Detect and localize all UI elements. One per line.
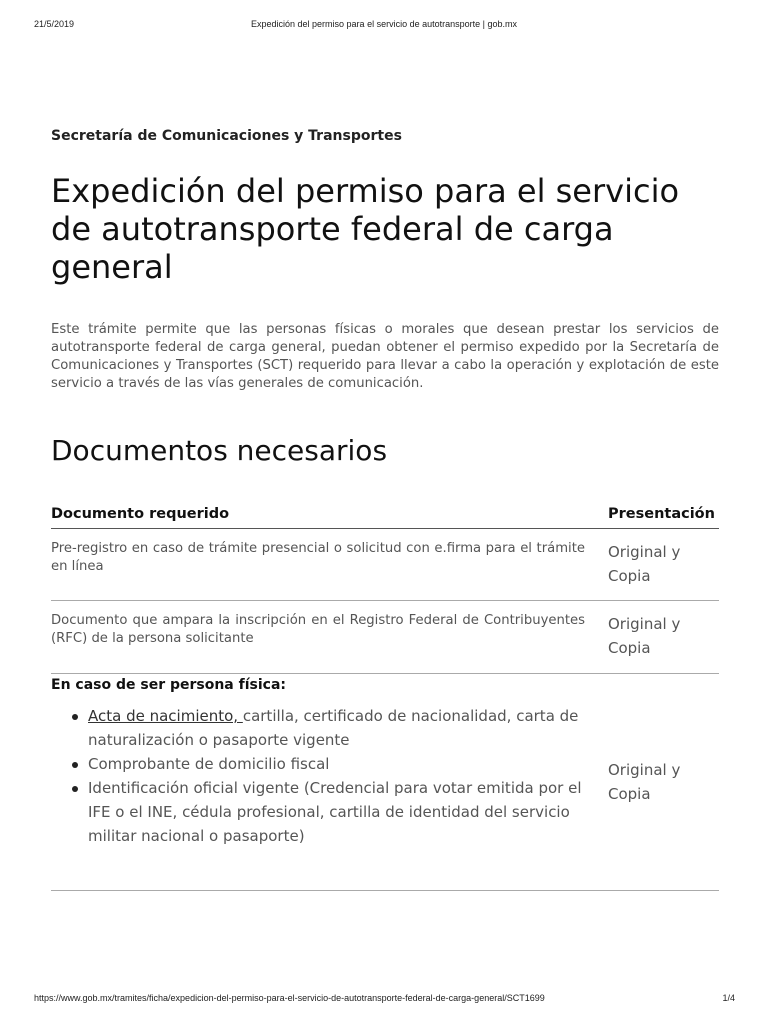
document-cell: Pre-registro en caso de trámite presencial o solicitud con e.firma para el trámite en línea (51, 541, 585, 574)
requirements-list (51, 704, 585, 848)
list-item-text: Identificación oficial vigente (Credencial para votar emitida por el IFE o el INE, cédula profesional, cartilla de identidad del servicio militar nacional o pasaporte) (88, 779, 582, 845)
presentation-cell: Original y Copia (608, 761, 681, 803)
print-date: 21/5/2019 (34, 19, 75, 29)
page-title: Expedición del permiso para el servicio de autotransporte federal de carga general (51, 172, 680, 286)
header-document: Documento requerido (51, 506, 230, 522)
print-page-title: Expedición del permiso para el servicio de autotransporte | gob.mx (251, 19, 517, 29)
table-row (51, 601, 719, 674)
list-item-text: Comprobante de domicilio fiscal (88, 755, 330, 773)
table-row (51, 529, 719, 601)
section-title-documents: Documentos necesarios (51, 434, 388, 467)
presentation-cell: Original y Copia (608, 615, 681, 657)
list-item (88, 752, 585, 776)
print-header (0, 19, 768, 31)
print-url: https://www.gob.mx/tramites/ficha/expedicion-del-permiso-para-el-servicio-de-autotransporte-federal-de-carga-general/SCT1699 (34, 993, 545, 1003)
presentation-cell: Original y Copia (608, 543, 681, 585)
page-number: 1/4 (722, 993, 735, 1003)
bullet-icon (72, 762, 78, 768)
print-footer (0, 993, 768, 1005)
documents-table (51, 502, 719, 891)
table-header-row (51, 502, 719, 529)
intro-paragraph: Este trámite permite que las personas físicas o morales que desean prestar los servicios de autotransporte federal de carga general, puedan obtener el permiso expedido por la Secretaría de Comunicaciones y Transportes (SCT) requerido para llevar a cabo la operación y explotación de este servicio a través de las vías generales de comunicación. (51, 322, 719, 391)
acta-nacimiento-link[interactable]: Acta de nacimiento, (88, 707, 243, 725)
document-cell: Documento que ampara la inscripción en el Registro Federal de Contribuyentes (RFC) de la persona solicitante (51, 613, 585, 646)
list-item (88, 776, 585, 848)
header-presentation: Presentación (608, 506, 715, 522)
agency-name: Secretaría de Comunicaciones y Transportes (51, 128, 402, 144)
list-item (88, 704, 585, 752)
persona-fisica-subheading: En caso de ser persona física: (51, 677, 286, 693)
list-item-text: cartilla, certificado de nacionalidad, carta de naturalización o pasaporte vigente (88, 707, 579, 749)
table-row (51, 674, 719, 891)
bullet-icon (72, 714, 78, 720)
bullet-icon (72, 786, 78, 792)
